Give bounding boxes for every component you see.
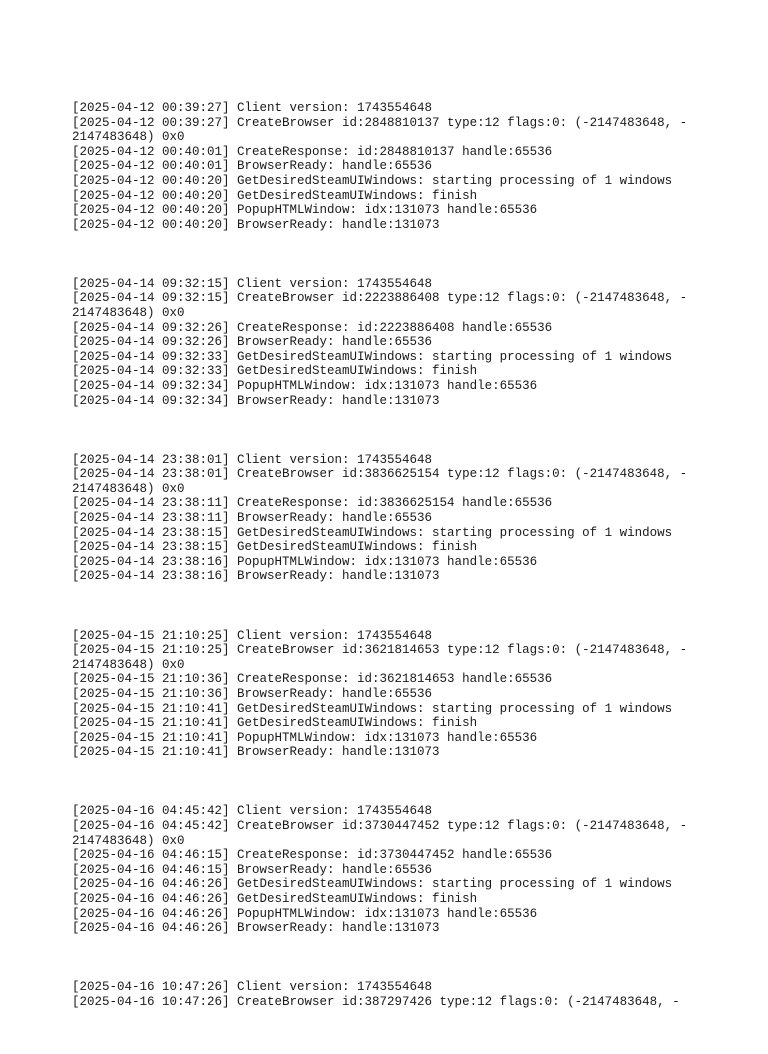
log-line: [2025-04-14 09:32:15] Client version: 1743554648 — [72, 276, 433, 291]
log-line: [2025-04-14 23:38:01] Client version: 1743554648 — [72, 452, 433, 467]
log-line: [2025-04-14 23:38:16] BrowserReady: handle:131073 — [72, 569, 440, 584]
log-line: [2025-04-16 04:46:15] CreateResponse: id:3730447452 handle:65536 — [72, 848, 553, 863]
log-line: [2025-04-16 10:47:26] CreateBrowser id:387297426 type:12 flags:0: (-2147483648, - — [72, 994, 680, 1009]
log-line: [2025-04-12 00:40:20] BrowserReady: handle:131073 — [72, 217, 440, 232]
log-line: [2025-04-15 21:10:25] CreateBrowser id:3621814653 type:12 flags:0: (-2147483648, - — [72, 643, 688, 658]
log-session — [72, 629, 702, 760]
log-session — [72, 101, 702, 232]
log-session — [72, 453, 702, 584]
log-line: [2025-04-12 00:40:01] CreateResponse: id:2848810137 handle:65536 — [72, 144, 553, 159]
log-line: [2025-04-16 04:45:42] CreateBrowser id:3730447452 type:12 flags:0: (-2147483648, - — [72, 818, 688, 833]
log-line: [2025-04-14 23:38:11] CreateResponse: id:3836625154 handle:65536 — [72, 496, 553, 511]
log-line: [2025-04-12 00:40:20] GetDesiredSteamUIWindows: finish — [72, 188, 478, 203]
log-line: [2025-04-14 23:38:16] PopupHTMLWindow: idx:131073 handle:65536 — [72, 554, 538, 569]
log-line: [2025-04-14 23:38:11] BrowserReady: handle:65536 — [72, 511, 433, 526]
log-line: [2025-04-12 00:39:27] Client version: 1743554648 — [72, 101, 433, 115]
log-line: 2147483648) 0x0 — [72, 833, 185, 848]
log-line: [2025-04-14 09:32:26] BrowserReady: handle:65536 — [72, 335, 433, 350]
log-line: [2025-04-14 09:32:34] BrowserReady: handle:131073 — [72, 393, 440, 408]
log-line: [2025-04-15 21:10:41] BrowserReady: handle:131073 — [72, 745, 440, 760]
log-line: 2147483648) 0x0 — [72, 657, 185, 672]
log-line: [2025-04-15 21:10:41] GetDesiredSteamUIWindows: finish — [72, 716, 478, 731]
log-line: [2025-04-14 09:32:33] GetDesiredSteamUIWindows: finish — [72, 364, 478, 379]
log-line: [2025-04-14 23:38:15] GetDesiredSteamUIWindows: starting processing of 1 windows — [72, 525, 673, 540]
log-line: [2025-04-15 21:10:36] CreateResponse: id:3621814653 handle:65536 — [72, 672, 553, 687]
log-line: [2025-04-12 00:39:27] CreateBrowser id:2848810137 type:12 flags:0: (-2147483648, - — [72, 115, 688, 130]
log-session — [72, 980, 702, 1009]
log-line: [2025-04-15 21:10:41] PopupHTMLWindow: idx:131073 handle:65536 — [72, 730, 538, 745]
log-document — [72, 101, 702, 1054]
log-line: 2147483648) 0x0 — [72, 481, 185, 496]
log-line: [2025-04-16 04:46:26] GetDesiredSteamUIWindows: starting processing of 1 windows — [72, 877, 673, 892]
log-line: [2025-04-14 23:38:15] GetDesiredSteamUIWindows: finish — [72, 540, 478, 555]
log-line: [2025-04-12 00:40:01] BrowserReady: handle:65536 — [72, 159, 433, 174]
log-line: [2025-04-15 21:10:25] Client version: 1743554648 — [72, 628, 433, 643]
log-line: [2025-04-16 04:46:26] GetDesiredSteamUIWindows: finish — [72, 891, 478, 906]
log-line: 2147483648) 0x0 — [72, 130, 185, 145]
log-line: [2025-04-14 09:32:34] PopupHTMLWindow: idx:131073 handle:65536 — [72, 379, 538, 393]
log-line: [2025-04-14 09:32:26] CreateResponse: id:2223886408 handle:65536 — [72, 320, 553, 335]
log-line: [2025-04-15 21:10:36] BrowserReady: handle:65536 — [72, 686, 433, 701]
log-session — [72, 804, 702, 935]
log-line: [2025-04-14 09:32:15] CreateBrowser id:2223886408 type:12 flags:0: (-2147483648, - — [72, 291, 688, 306]
log-line: [2025-04-12 00:40:20] GetDesiredSteamUIWindows: starting processing of 1 windows — [72, 173, 673, 188]
log-line: 2147483648) 0x0 — [72, 306, 185, 321]
log-line: [2025-04-12 00:40:20] PopupHTMLWindow: idx:131073 handle:65536 — [72, 203, 538, 218]
log-line: [2025-04-16 04:46:15] BrowserReady: handle:65536 — [72, 862, 433, 877]
log-line: [2025-04-15 21:10:41] GetDesiredSteamUIWindows: starting processing of 1 windows — [72, 701, 673, 716]
log-line: [2025-04-14 23:38:01] CreateBrowser id:3836625154 type:12 flags:0: (-2147483648, - — [72, 467, 688, 482]
log-line: [2025-04-16 04:45:42] Client version: 1743554648 — [72, 804, 433, 819]
log-line: [2025-04-16 04:46:26] PopupHTMLWindow: idx:131073 handle:65536 — [72, 906, 538, 921]
log-line: [2025-04-16 04:46:26] BrowserReady: handle:131073 — [72, 921, 440, 936]
log-line: [2025-04-16 10:47:26] Client version: 1743554648 — [72, 980, 433, 995]
log-line: [2025-04-14 09:32:33] GetDesiredSteamUIWindows: starting processing of 1 windows — [72, 349, 673, 364]
log-session — [72, 277, 702, 408]
